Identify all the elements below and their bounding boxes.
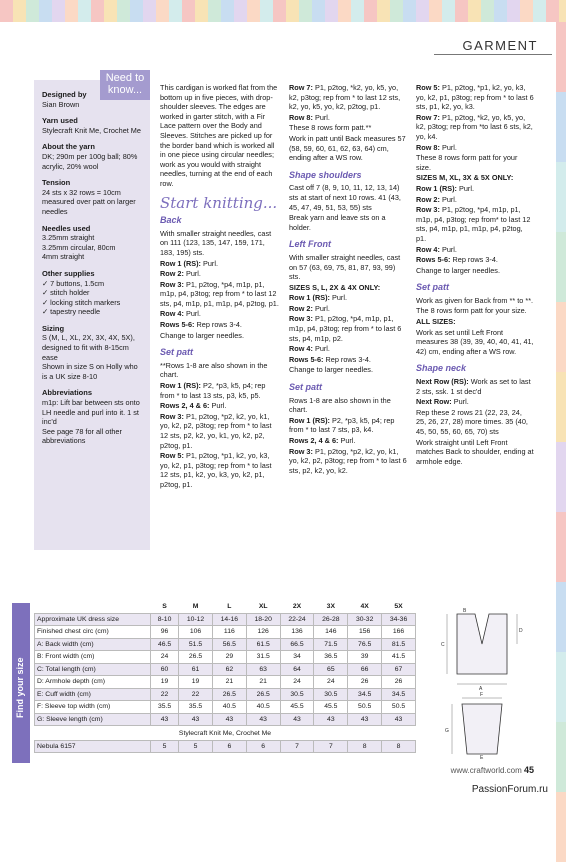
pattern-line: Row 3: P1, p2tog, *p2, k2, yo, k1, yo, k2, p2, p3tog; rep from * to last 6 sts, p2, k2, yo, k2. bbox=[289, 446, 407, 475]
sidebar-text: 3.25mm straight 3.25mm circular, 80cm 4mm straight bbox=[42, 233, 116, 262]
top-color-stripes bbox=[0, 0, 566, 22]
set-patt-heading: Set patt bbox=[160, 347, 194, 358]
table-row: Finished chest circ (cm) 96 106 116 126 136 146 156 166 bbox=[35, 626, 416, 639]
pattern-line: Rows 2, 4 & 6: Purl. bbox=[289, 436, 356, 445]
section-title: GARMENT bbox=[462, 38, 538, 53]
pattern-line: Row 3: P1, p2tog, *p4, m1p, p1, m1p, p4, p3tog; rep from * to last 12 sts, p4, m1p, p1, m1p, p4, p2tog, p1. bbox=[160, 279, 279, 308]
pattern-line: Row 7: P1, p2tog, *k2, yo, k5, yo, k2, p3tog; rep from *to last 6 sts, k2, yo, k4. bbox=[416, 112, 533, 141]
yarn-row: Stylecraft Knit Me, Crochet Me bbox=[178, 730, 272, 738]
sidebar-text: S (M, L, XL, 2X, 3X, 4X, 5X), designed to fit with 8-15cm ease Shown in size S on Holly who is a UK size 8-10 bbox=[42, 333, 138, 381]
sidebar-heading: Tension bbox=[42, 178, 71, 188]
sidebar-heading: Abbreviations bbox=[42, 388, 93, 398]
sidebar-text: ✓ 7 buttons, 1.5cm ✓ stitch holder ✓ locking stitch markers ✓ tapestry needle bbox=[42, 278, 121, 317]
col3-top-text bbox=[416, 83, 534, 275]
intro-text: This cardigan is worked flat from the bottom up in five pieces, with drop-shoulder sleeves. The edges are worked in garter stitch, with a Fir Lace pattern over the Body and Sleeves. Stitches are picked up for the border band which is worked all in one piece using circular needles; work as you would with straight needles, turning at the end of each row. bbox=[160, 83, 278, 188]
sidebar-heading: Needles used bbox=[42, 223, 91, 233]
pattern-line: Row 4: Purl. bbox=[416, 244, 457, 254]
size-header: 4X bbox=[348, 601, 382, 613]
footer bbox=[451, 765, 534, 775]
sidebar-heading: Yarn used bbox=[42, 116, 78, 126]
pattern-line: Row 5: P1, p2tog, *p1, k2, yo, k3, yo, k2, p1, p3tog; rep from * to last 12 sts, p1, k2, yo, k3, yo, k2, p1, p2tog, p1. bbox=[160, 451, 272, 489]
pattern-line: Row 1 (RS): Purl. bbox=[160, 258, 218, 268]
diagram-label-a: A bbox=[479, 686, 483, 692]
diagram-label-d: D bbox=[519, 628, 523, 634]
body-outline bbox=[457, 614, 507, 674]
set-patt-2-text bbox=[289, 396, 407, 476]
shape-neck-heading: Shape neck bbox=[416, 363, 467, 374]
pattern-line: Next Row (RS): Work as set to last 2 sts, ssk. 1 st dec'd bbox=[416, 377, 531, 396]
section-rule bbox=[434, 54, 552, 55]
size-table bbox=[34, 601, 416, 753]
size-header: 2X bbox=[280, 601, 314, 613]
table-row: Approximate UK dress size 8-10 10-12 14-16 18-20 22-24 26-28 30-32 34-36 bbox=[35, 613, 416, 626]
pattern-line: Next Row: Purl. bbox=[416, 397, 469, 407]
pattern-line: Row 1 (RS): P2, *p3, k5, p4; rep from * to last 7 sts, p3, k4. bbox=[289, 415, 395, 435]
pattern-line: Change to larger needles. bbox=[416, 265, 500, 275]
sidebar-heading: About the yarn bbox=[42, 142, 95, 152]
pattern-line: Row 2: Purl. bbox=[160, 269, 201, 279]
back-heading: Back bbox=[160, 215, 182, 226]
find-your-size-tab bbox=[12, 603, 30, 763]
shoulders-text bbox=[289, 183, 407, 232]
set-patt-3-heading: Set patt bbox=[416, 282, 450, 293]
sidebar-text: 24 sts x 32 rows = 10cm measured over patt on larger needles bbox=[42, 187, 136, 216]
start-knitting-heading: Start knitting... bbox=[160, 193, 278, 212]
pattern-line: With smaller straight needles, cast on 57 (63, 69, 75, 81, 87, 93, 99) sts. bbox=[289, 252, 401, 282]
table-row: D: Armhole depth (cm) 19 19 21 21 24 24 26 26 bbox=[35, 676, 416, 689]
pattern-line: Row 4: Purl. bbox=[160, 309, 201, 319]
find-your-size-label: Find your size bbox=[15, 657, 25, 718]
table-row: C: Total length (cm) 60 61 62 63 64 65 66 67 bbox=[35, 663, 416, 676]
left-front-text bbox=[289, 253, 407, 375]
size-header bbox=[35, 601, 151, 613]
page-number: 45 bbox=[523, 765, 534, 775]
pattern-line: Row 3: P1, p2tog, *p2, k2, yo, k1, yo, k2, p2, p3tog; rep from * to last 12 sts, p2, k2, yo, k1, yo, k2, p2, p2tog, p1. bbox=[160, 411, 272, 450]
table-row: E: Cuff width (cm) 22 22 26.5 26.5 30.5 30.5 34.5 34.5 bbox=[35, 688, 416, 701]
need-to-know-badge: Need to know... bbox=[100, 70, 150, 100]
set-patt-text bbox=[160, 361, 280, 490]
pattern-line: Row 2: Purl. bbox=[289, 303, 330, 313]
diagram-label-b: B bbox=[463, 608, 467, 614]
pattern-line: Work as given for Back from ** to **. bbox=[416, 295, 534, 305]
sidebar-heading: Designed by bbox=[42, 90, 87, 99]
pattern-line: Row 1 (RS): P2, *p3, k5, p4; rep from * to last 13 sts, p3, k5, p5. bbox=[160, 381, 266, 400]
pattern-line: Row 7: P1, p2tog, *k2, yo, k5, yo, k2, p3tog; rep from * to last 12 sts, k2, yo, k5, yo, k2, p2tog, p1. bbox=[289, 83, 401, 112]
pattern-line: Cast off 7 (8, 9, 10, 11, 12, 13, 14) sts at start of next 10 rows. 41 (43, 45, 47, 49, 51, 53, 55) sts bbox=[289, 183, 401, 212]
pattern-line: The 8 rows form patt for your size. bbox=[416, 306, 527, 316]
pattern-line: ALL SIZES: bbox=[416, 317, 456, 327]
diagram-label-e: E bbox=[480, 755, 484, 759]
sidebar-text: DK; 290m per 100g ball; 80% acrylic, 20% wool bbox=[42, 151, 138, 171]
pattern-line: These 8 rows form patt for your size. bbox=[416, 153, 518, 172]
diagram-label-f: F bbox=[480, 692, 484, 698]
sidebar-text: Sian Brown bbox=[42, 99, 80, 109]
pattern-line: Rows 2, 4 & 6: Purl. bbox=[160, 401, 227, 411]
pattern-line: Row 1 (RS): Purl. bbox=[416, 183, 474, 193]
pattern-line: Work in patt until Back measures 57 (58, 59, 60, 61, 62, 63, 64) cm, ending after a WS row. bbox=[289, 133, 406, 163]
pattern-line: Row 3: P1, p2tog, *p4, m1p, p1, m1p, p4, p3tog; rep from * to last 6 sts, p4, m1p, p2. bbox=[289, 314, 402, 343]
sidebar-heading: Sizing bbox=[42, 323, 65, 333]
pattern-line: Row 5: P1, p2tog, *p1, k2, yo, k3, yo, k2, p1, p3tog; rep from * to last 6 sts, p1, k2, yo, k3. bbox=[416, 83, 534, 112]
back-text bbox=[160, 229, 280, 341]
diagram-label-g: G bbox=[445, 728, 449, 734]
diagram-label-c: C bbox=[441, 642, 445, 648]
pattern-line: Row 8: Purl. bbox=[289, 112, 330, 122]
pattern-line: Rows 5-6: Rep rows 3-4. bbox=[416, 255, 498, 265]
need-to-know-sidebar bbox=[34, 80, 150, 550]
pattern-line: Change to larger needles. bbox=[289, 365, 373, 375]
sidebar-heading: Other supplies bbox=[42, 268, 95, 278]
column-2 bbox=[289, 83, 407, 476]
watermark: PassionForum.ru bbox=[471, 784, 548, 795]
pattern-line: Work straight until Left Front matches Back to shoulder, ending at armhole edge. bbox=[416, 437, 534, 466]
pattern-line: Rep these 2 rows 21 (22, 23, 24, 25, 26, 27, 28) more times. 35 (40, 45, 50, 55, 60, 65, 70) sts bbox=[416, 407, 528, 436]
table-row: B: Front width (cm) 24 26.5 29 31.5 34 36.5 39 41.5 bbox=[35, 651, 416, 664]
set-patt-2-heading: Set patt bbox=[289, 382, 323, 393]
pattern-line: Work as set until Left Front measures 38 (39, 39, 40, 40, 41, 41, 42) cm, ending after a WS row. bbox=[416, 327, 534, 356]
pattern-line: Row 2: Purl. bbox=[416, 194, 457, 204]
sidebar-text: Stylecraft Knit Me, Crochet Me bbox=[42, 125, 141, 135]
pattern-line: **Rows 1-8 are also shown in the chart. bbox=[160, 360, 268, 380]
pattern-line: Row 4: Purl. bbox=[289, 344, 330, 354]
column-3 bbox=[416, 83, 534, 467]
size-header: XL bbox=[246, 601, 280, 613]
pattern-line: Row 3: P1, p2tog, *p4, m1p, p1, m1p, p4, p3tog; rep from* to last 12 sts, p4, m1p, p1, m1p, p4, p2tog, p1. bbox=[416, 205, 531, 243]
pattern-line: Rows 1-8 are also shown in the chart. bbox=[289, 395, 391, 415]
pattern-line: Rows 5-6: Rep rows 3-4. bbox=[160, 320, 242, 330]
set-patt-3-text bbox=[416, 296, 534, 357]
pattern-line: With smaller straight needles, cast on 111 (123, 135, 147, 159, 171, 183, 195) sts. bbox=[160, 228, 272, 257]
garment-diagram bbox=[427, 604, 537, 759]
size-header: M bbox=[179, 601, 213, 613]
pattern-line: SIZES S, L, 2X & 4X ONLY: bbox=[289, 282, 381, 292]
size-header: 3X bbox=[314, 601, 348, 613]
pattern-line: Change to larger needles. bbox=[160, 330, 244, 340]
footer-url[interactable]: www.craftworld.com bbox=[450, 766, 522, 775]
right-color-stripes bbox=[556, 22, 566, 800]
col2-top-text bbox=[289, 83, 407, 163]
left-front-heading: Left Front bbox=[289, 239, 331, 250]
table-row: F: Sleeve top width (cm) 35.5 35.5 40.5 40.5 45.5 45.5 50.5 50.5 bbox=[35, 701, 416, 714]
table-row: Nebula 6157 5 5 6 6 7 7 8 8 bbox=[35, 740, 416, 753]
pattern-line: SIZES M, XL, 3X & 5X ONLY: bbox=[416, 173, 514, 183]
table-row: A: Back width (cm) 46.5 51.5 56.5 61.5 66.5 71.5 76.5 81.5 bbox=[35, 638, 416, 651]
pattern-line: Break yarn and leave sts on a holder. bbox=[289, 213, 386, 232]
sidebar-text: m1p: Lift bar between sts onto LH needle and purl into it. 1 st inc'd See page 78 for all other abbreviations bbox=[42, 398, 140, 446]
sleeve-outline bbox=[462, 704, 502, 754]
size-header: L bbox=[212, 601, 246, 613]
pattern-line: Rows 5-6: Rep rows 3-4. bbox=[289, 354, 371, 364]
table-row: G: Sleeve length (cm) 43 43 43 43 43 43 43 43 bbox=[35, 713, 416, 726]
column-1 bbox=[160, 83, 280, 491]
pattern-line: These 8 rows form patt.** bbox=[289, 123, 372, 133]
shape-shoulders-heading: Shape shoulders bbox=[289, 169, 362, 180]
pattern-line: Row 8: Purl. bbox=[416, 142, 457, 152]
shape-neck-text bbox=[416, 377, 534, 466]
size-header: 5X bbox=[382, 601, 416, 613]
pattern-line: Row 1 (RS): Purl. bbox=[289, 293, 347, 303]
size-header: S bbox=[151, 601, 179, 613]
